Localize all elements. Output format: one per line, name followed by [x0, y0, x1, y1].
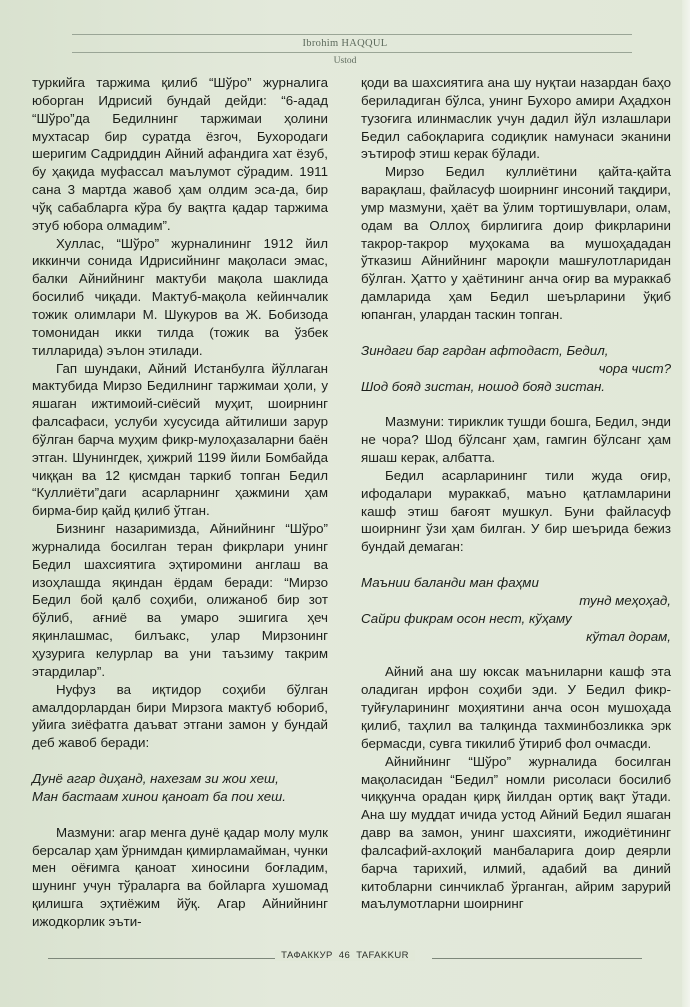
page-edge — [682, 0, 690, 1007]
paragraph: Мирзо Бедил куллиётини қайта-қайта варақлаш, файласуф шоирнинг инсоний тақдири, умр мазмуни, ҳаёт ва ўлим тортишувлари, олам, одам ва Оллоҳ бирлигига доир фикрларини такрор-такрор муҳокама ва мушоҳададан ўтказиш Айнийнинг мароқли машғулотларидан бўлган. Ҳатто у ҳаётининг анча оғир ва мураккаб дамларида ҳам Бедил шеърларини ўқиб юпанган, улардан таскин топган. — [361, 164, 671, 322]
paragraph: Бизнинг назаримизда, Айнийнинг “Шўро” журналида босилган теран фикрлари унинг Бедил шахсиятига эҳтиромини англаш ва изоҳлашда яқиндан ёрдам беради: “Мирзо Бедил бой қалб соҳиби, олижаноб бир зот бўлиб, ағниё ва умаро эшигига ҳеч яқинлашмас, билъакс, улар Мирзонинг ҳузурига келурлар ва уни таъзиму такрим этардилар”. — [32, 521, 328, 679]
left-text-column — [32, 74, 328, 931]
verse-line: кўтал дорам, — [586, 628, 671, 644]
footer-title-latin: TAFAKKUR — [356, 950, 409, 961]
footer-title-cyrillic: ТАФАККУР — [281, 950, 333, 961]
header-rule-bottom — [72, 52, 632, 53]
header-rule-top — [72, 34, 632, 35]
page-footer — [0, 950, 690, 966]
paragraph: Мазмуни: агар менга дунё қадар молу мулк берсалар ҳам ўрнимдан қимирламайман, чунки мен оёғимга қаноат хиносини боғладим, шунинг учун тўраларга ва бойларга хушомад қилишга эҳтиёжим йўқ. Агар Айнийнинг ижодкорлик эъти- — [32, 824, 328, 929]
paragraph: Гап шундаки, Айний Истанбулга йўллаган мактубида Мирзо Бедилнинг таржимаи ҳоли, у яшаган ижтимоий-сиёсий муҳит, шоирнинг фалсафаси, услуби хусусида айтилиши зарур бўлган барча муҳим фикр-мулоҳазаларни баён этган. Шунингдек, ҳижрий 1199 йили Бомбайда чиққан ва 12 қисмдан таркиб топган Бедил “Куллиёти”даги асарларнинг ҳажмини ҳам бирма-бир қайд қилиб ўтган. — [32, 360, 328, 519]
paragraph: Айний ана шу юксак маъниларни кашф эта оладиган ирфон соҳиби эди. У Бедил фикр-туйғуларининг моҳиятини анча осон мушоҳада қилиб, таҳлил ва талқинда тахминбозликка эрк бермасди, сувга тикилиб ўтириб фол очмасди. — [361, 664, 671, 751]
verse-line: Шод бояд зистан, ношод бояд зистан. — [361, 378, 605, 394]
verse-line: чора чист? — [598, 360, 671, 376]
paragraph: туркийга таржима қилиб “Шўро” журналига юборган Идрисий бундай дейди: “6-адад “Шўро”да Бедилнинг таржимаи ҳолини мухтасар бир суратда ёзгоч, Бухородаги шеригим Садриддин Айний афандига хат ёзуб, бу ҳақида муфассал маълумот сўрадим. 1911 сана 3 мартда жавоб ҳам олдим эса-да, бир чўқ сабабларга кўра бу вақтга қадар таржима этуб юбора олмадим”. — [32, 75, 328, 233]
running-header-section: Ustod — [333, 56, 357, 66]
paragraph: Бедил асарларининг тили жуда оғир, ифодалари мураккаб, маъно қатламларини кашф этиш бағоят мушкул. Буни файласуф шоирнинг ўзи ҳам билган. У бир шеърида бежиз бундай демаган: — [361, 467, 671, 555]
paragraph: Хуллас, “Шўро” журналининг 1912 йил иккинчи сонида Идрисийнинг мақоласи эмас, балки Айнийнинг мактуби мақола шаклида босилиб чиқади. Мактуб-мақола кейинчалик тожик олимлари М. Шукуров ва Ж. Бобизода томонидан икки тилда (тожик ва ўзбек тилларида) эълон этилади. — [32, 235, 328, 358]
paragraph: Нуфуз ва иқтидор соҳиби бўлган амалдорлардан бири Мирзога мактуб юбориб, уйига зиёфатга даъват этгани замон у бундай деб жавоб беради: — [32, 681, 328, 751]
paragraph: қоди ва шахсиятига ана шу нуқтаи назардан баҳо бериладиган бўлса, унинг Бухоро амири Аҳадхон тузоғига илинмаслик учун дадил йўл излашлари Бедил сабоқларига содиқлик намунаси эканини эътироф этиш керак бўлади. — [361, 75, 671, 162]
paragraph: Мазмуни: тириклик тушди бошга, Бедил, энди не чора? Шод бўлсанг ҳам, гамгин бўлсанг ҳам яшаш керак, албатта. — [361, 414, 671, 466]
verse-line: Зиндаги бар гардан афтодаст, Бедил, — [361, 342, 609, 358]
verse-line: тунд меҳоҳад, — [579, 592, 671, 608]
verse-line: Сайри фикрам осон нест, кўҳаму — [361, 610, 572, 626]
verse-line: Маънии баланди ман фаҳми — [361, 575, 539, 591]
right-text-column — [361, 74, 671, 913]
paragraph: Айнийнинг “Шўро” журналида босилган мақоласидан “Бедил” номли рисоласи босилиб чиққунча орадан қирқ йилдан ортиқ вақт ўтади. Ана шу муддат ичида устод Айний Бедил яшаган давр ва замон, унинг шахсияти, ижодиётининг фалсафий-ахлоқий манбаларига доир деярли барча тарихий, илмий, адабий ва диний китобларни синчиклаб ўрганган, айрим зарурий маълумотларни шоирнинг — [361, 753, 671, 912]
running-header-author: Ibrohim HAQQUL — [302, 38, 388, 49]
verse-line: Дунё агар диҳанд, нахезам зи жои хеш, — [32, 771, 279, 787]
verse-line: Ман бастаам хинои қаноат ба пои хеш. — [32, 788, 286, 804]
page-number: 46 — [338, 950, 351, 961]
